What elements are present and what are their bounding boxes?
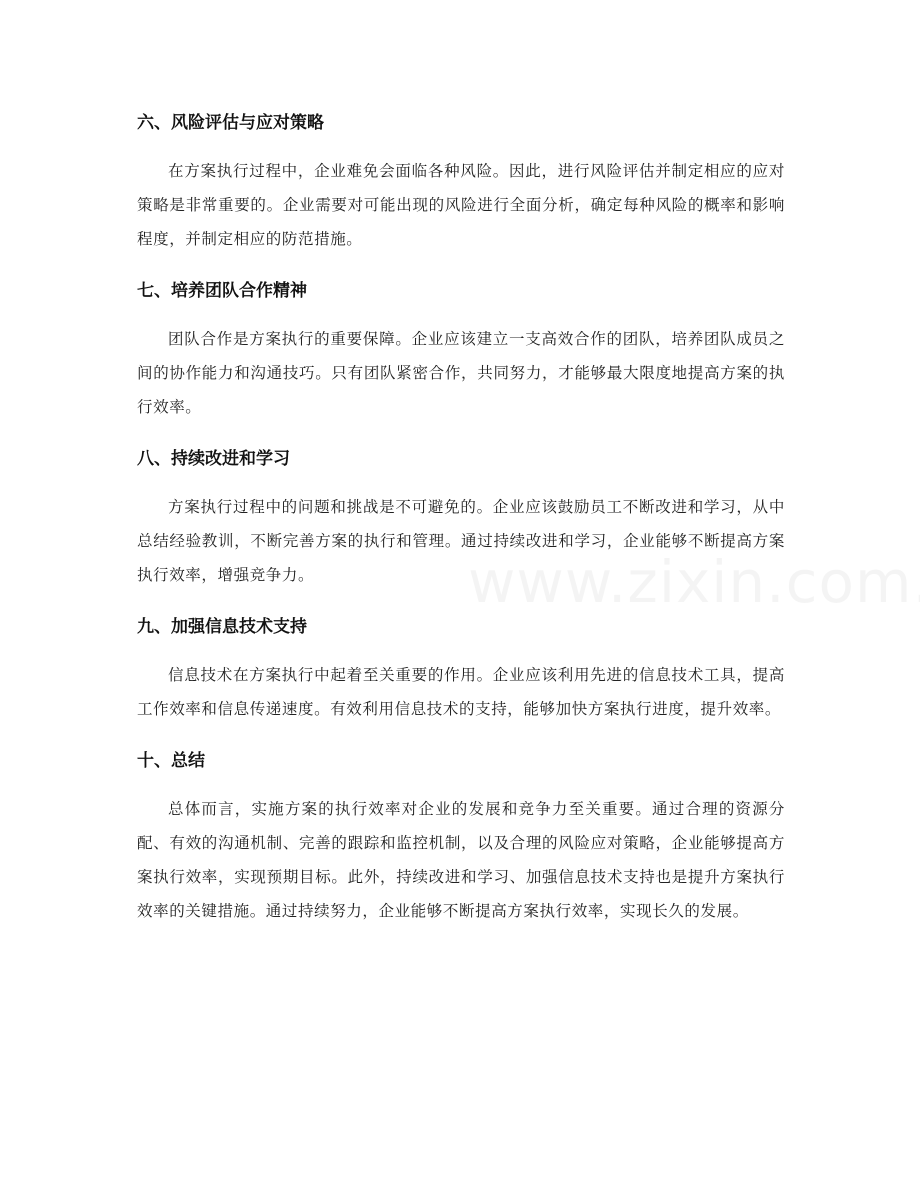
section-paragraph: 在方案执行过程中，企业难免会面临各种风险。因此，进行风险评估并制定相应的应对策略是非常重要的。企业需要对可能出现的风险进行全面分析，确定每种风险的概率和影响程度，并制定相应的防范措施。: [137, 162, 785, 248]
section-teamwork: [137, 274, 785, 424]
section-continuous-improvement: [137, 442, 785, 592]
section-paragraph: 信息技术在方案执行中起着至关重要的作用。企业应该利用先进的信息技术工具，提高工作效率和信息传递速度。有效利用信息技术的支持，能够加快方案执行进度，提升效率。: [137, 666, 785, 718]
section-paragraph: 总体而言，实施方案的执行效率对企业的发展和竞争力至关重要。通过合理的资源分配、有效的沟通机制、完善的跟踪和监控机制，以及合理的风险应对策略，企业能够提高方案执行效率，实现预期目标。此外，持续改进和学习、加强信息技术支持也是提升方案执行效率的关键措施。通过持续努力，企业能够不断提高方案执行效率，实现长久的发展。: [137, 800, 785, 920]
section-paragraph: 团队合作是方案执行的重要保障。企业应该建立一支高效合作的团队，培养团队成员之间的协作能力和沟通技巧。只有团队紧密合作，共同努力，才能够最大限度地提高方案的执行效率。: [137, 330, 785, 416]
section-title: 十、总结: [137, 751, 205, 771]
section-summary: [137, 744, 785, 928]
document-page: [137, 106, 785, 946]
section-title: 八、持续改进和学习: [137, 449, 290, 469]
section-title: 六、风险评估与应对策略: [137, 113, 324, 133]
section-title: 七、培养团队合作精神: [137, 281, 307, 301]
section-paragraph: 方案执行过程中的问题和挑战是不可避免的。企业应该鼓励员工不断改进和学习，从中总结经验教训，不断完善方案的执行和管理。通过持续改进和学习，企业能够不断提高方案执行效率，增强竞争力。: [137, 498, 785, 584]
section-risk-assessment: [137, 106, 785, 256]
section-it-support: [137, 610, 785, 726]
section-title: 九、加强信息技术支持: [137, 617, 307, 637]
